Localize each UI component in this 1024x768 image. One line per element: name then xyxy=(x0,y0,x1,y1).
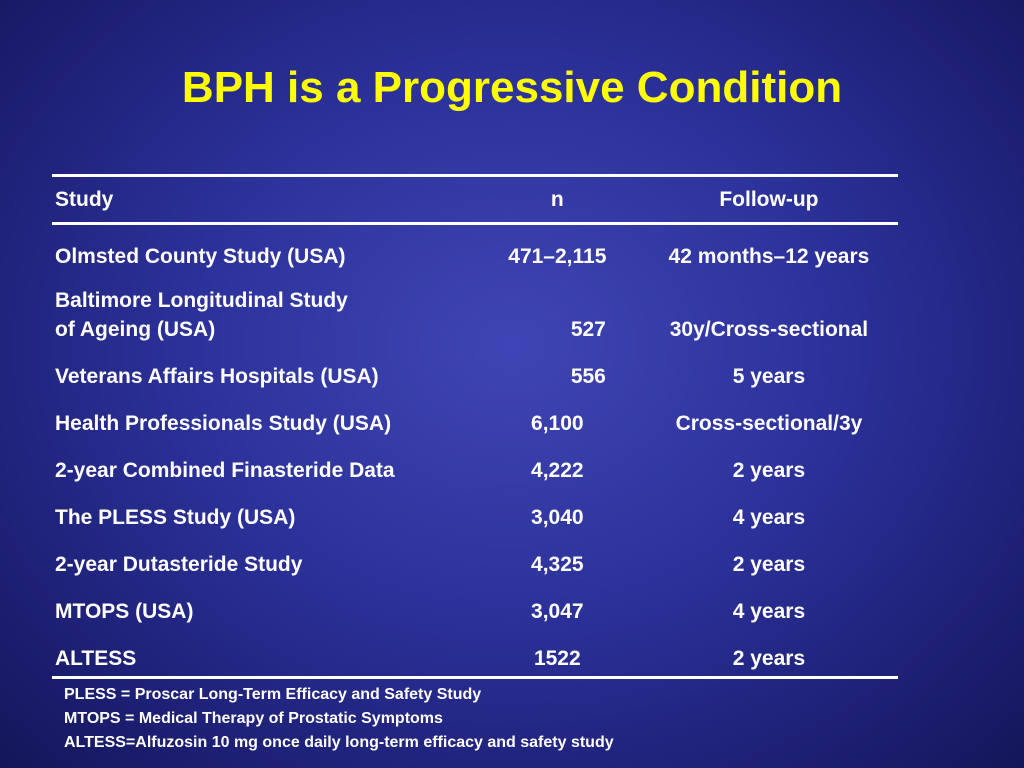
header-followup: Follow-up xyxy=(719,188,819,211)
table-row xyxy=(52,224,898,275)
n-cell: 4,325 xyxy=(531,553,584,576)
table-row xyxy=(52,535,898,582)
study-cell: MTOPS (USA) xyxy=(55,600,194,623)
table-row xyxy=(52,629,898,678)
table-row xyxy=(52,347,898,394)
table-row xyxy=(52,274,898,347)
n-cell: 556 xyxy=(570,365,606,388)
header-study: Study xyxy=(55,188,114,211)
study-table-container xyxy=(52,174,898,679)
study-cell-line-2: of Ageing (USA) xyxy=(55,318,216,341)
n-cell: 471–2,115 xyxy=(508,245,607,268)
table-row xyxy=(52,394,898,441)
n-cell: 3,047 xyxy=(531,600,584,623)
study-cell: 2-year Combined Finasteride Data xyxy=(55,459,395,482)
n-cell: 527 xyxy=(570,318,606,341)
study-cell: ALTESS xyxy=(55,647,137,670)
n-cell: 1522 xyxy=(533,647,581,670)
study-cell: 2-year Dutasteride Study xyxy=(55,553,303,576)
followup-cell: 5 years xyxy=(732,365,806,388)
followup-cell: 2 years xyxy=(732,647,806,670)
footnote: PLESS = Proscar Long-Term Efficacy and Safety Study xyxy=(64,686,482,703)
followup-cell: 30y/Cross-sectional xyxy=(669,318,869,341)
header-n: n xyxy=(550,188,564,211)
followup-cell: 4 years xyxy=(732,600,806,623)
footnotes xyxy=(64,683,614,755)
study-table xyxy=(52,174,898,679)
table-row xyxy=(52,441,898,488)
footnote: ALTESS=Alfuzosin 10 mg once daily long-term efficacy and safety study xyxy=(64,734,614,751)
study-cell: Health Professionals Study (USA) xyxy=(55,412,392,435)
n-cell: 6,100 xyxy=(531,412,584,435)
study-cell: Olmsted County Study (USA) xyxy=(55,245,346,268)
followup-cell: Cross-sectional/3y xyxy=(675,412,863,435)
study-cell xyxy=(52,274,475,347)
followup-cell: 4 years xyxy=(732,506,806,529)
table-row xyxy=(52,582,898,629)
table-header-row xyxy=(52,176,898,224)
n-cell: 4,222 xyxy=(531,459,584,482)
followup-cell: 2 years xyxy=(732,459,806,482)
footnote: MTOPS = Medical Therapy of Prostatic Symptoms xyxy=(64,710,443,727)
followup-cell: 42 months–12 years xyxy=(668,245,870,268)
study-cell-line-1: Baltimore Longitudinal Study xyxy=(55,289,348,312)
slide-title: BPH is a Progressive Condition xyxy=(181,63,843,112)
n-cell: 3,040 xyxy=(531,506,584,529)
followup-cell: 2 years xyxy=(732,553,806,576)
study-cell: The PLESS Study (USA) xyxy=(55,506,296,529)
study-cell: Veterans Affairs Hospitals (USA) xyxy=(55,365,379,388)
table-row xyxy=(52,488,898,535)
